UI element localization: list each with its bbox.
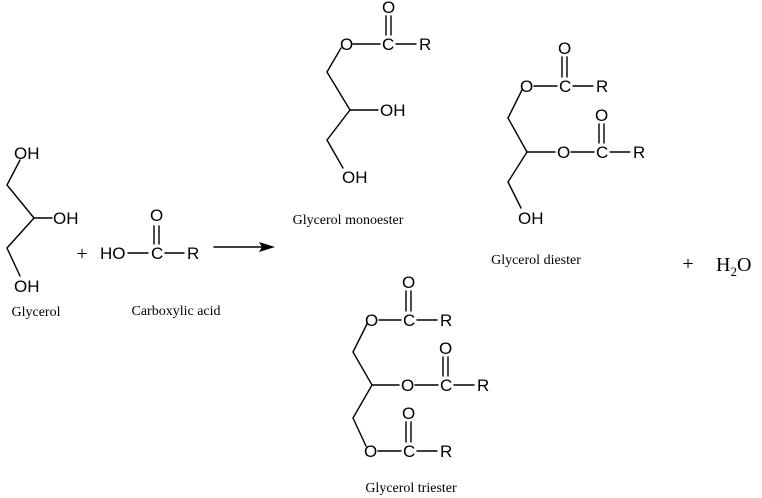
triester-structure [353,273,489,461]
diester-carbon-top: C [559,77,572,96]
carboxylic-acid-structure [100,206,199,263]
water-formula [716,254,751,279]
monoester-ester-o: O [340,35,354,54]
triester-carbonyl-o-middle: O [439,339,453,358]
triester-ester-o-top: O [365,311,379,330]
glycerol-caption: Glycerol [11,305,61,320]
glycerol-structure [7,144,79,296]
monoester-carbon: C [382,35,395,54]
glycerol-bond [7,248,20,276]
diester-r-middle: R [633,143,646,162]
water-subscript: 2 [730,264,737,279]
glycerol-bond [7,185,34,218]
diester-r-top: R [596,77,609,96]
triester-ester-o-bottom: O [364,442,378,461]
monoester-r-group: R [419,35,432,54]
diester-caption: Glycerol diester [491,253,581,268]
diester-structure [508,39,645,228]
monoester-oh-middle: OH [380,101,406,120]
triester-r-top: R [440,311,453,330]
triester-carbonyl-o-bottom: O [402,404,416,423]
diester-ester-o-middle: O [557,143,571,162]
triester-ester-o-middle: O [401,376,415,395]
triester-r-middle: R [477,376,490,395]
monoester-carbonyl-o: O [382,0,396,17]
monoester-oh-bottom: OH [342,168,368,187]
triester-bond [353,324,367,352]
monoester-caption: Glycerol monoester [292,213,404,228]
diester-carbon-middle: C [596,143,609,162]
diester-bond [508,90,522,118]
monoester-bond [327,48,341,72]
triester-carbon-bottom: C [403,442,416,461]
monoester-bond [327,110,350,140]
diester-carbonyl-o-middle: O [595,106,609,125]
triester-carbonyl-o-top: O [402,273,416,292]
triester-r-bottom: R [440,442,453,461]
glycerol-oh-bottom: OH [14,277,40,296]
glycerol-oh-top: OH [14,144,40,163]
diester-bond [508,182,521,208]
triester-caption: Glycerol triester [365,481,457,496]
carboxylic-acid-caption: Carboxylic acid [131,304,221,319]
glycerol-bond [7,218,34,248]
diester-oh-bottom: OH [518,209,544,228]
triester-carbon-middle: C [440,376,453,395]
diester-carbonyl-o-top: O [558,39,572,58]
triester-bond [353,385,372,418]
diester-ester-o-top: O [520,77,534,96]
acid-ho: HO [100,244,126,263]
monoester-bond [327,140,343,168]
monoester-structure [327,0,431,187]
water-o: O [736,254,752,276]
triester-bond [353,352,372,385]
acid-r-group: R [187,244,200,263]
plus-sign-products: + [682,253,694,275]
diester-bond [508,118,527,152]
triester-carbon-top: C [403,311,416,330]
plus-sign-reactants: + [76,243,88,265]
glycerol-bond [7,160,20,185]
water-h: H [716,254,731,276]
acid-carbonyl-o: O [150,206,164,225]
reaction-arrow [214,242,275,252]
glycerol-oh-middle: OH [53,209,79,228]
diester-bond [508,152,527,182]
monoester-bond [327,72,350,110]
acid-carbon: C [151,244,164,263]
